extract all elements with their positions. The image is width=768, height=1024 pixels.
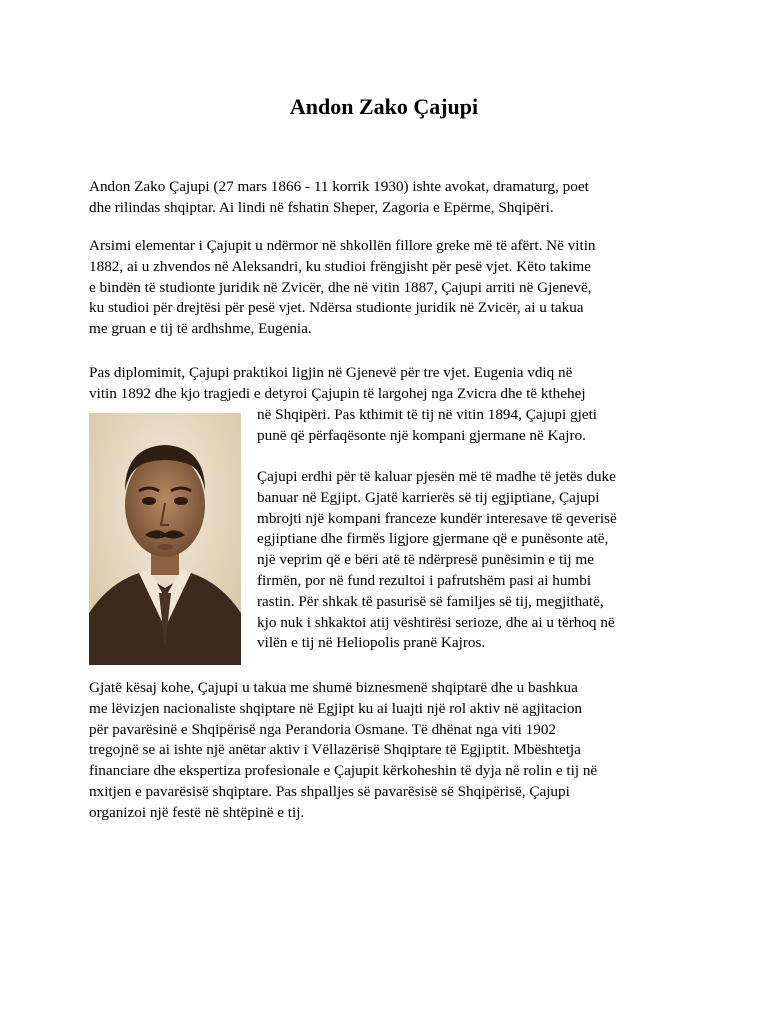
- text-line: mbrojti një kompani franceze kundër interesave të qeverisë: [257, 509, 617, 527]
- text-line: vitin 1892 dhe kjo tragjedi e detyroi Çajupin të largohej nga Zvicra dhe të kthehej: [89, 384, 586, 402]
- text-line: financiare dhe ekspertiza profesionale e Çajupit kërkoheshin të dyja në rolin e tij në: [89, 762, 598, 780]
- text-line: ku studioi për drejtësi për pesë vjet. Ndërsa studionte juridik në Zvicër, ai u takua: [89, 299, 584, 317]
- text-line: Gjatë kësaj kohe, Çajupi u takua me shumë biznesmenë shqiptarë dhe u bashkua: [89, 679, 578, 696]
- text-line: 1882, ai u zhvendos në Aleksandri, ku studioi frëngjisht për pesë vjet. Këto takime: [89, 257, 591, 275]
- paragraph-nationalism: [89, 678, 597, 824]
- text-line: Pas diplomimit, Çajupi praktikoi ligjin në Gjenevë për tre vjet. Eugenia vdiq në: [89, 364, 573, 381]
- portrait-icon: [89, 413, 241, 665]
- paragraph-career-wrapped: [257, 405, 597, 447]
- text-line: një veprim që e bëri atë të ndërpresë punësimin e tij me: [257, 551, 594, 569]
- paragraph-education: [89, 236, 596, 340]
- text-line: Arsimi elementar i Çajupit u ndërmor në shkollën fillore greke më të afërt. Në vitin: [89, 237, 596, 254]
- text-line: me lëvizjen nacionaliste shqiptare në Egjipt ku ai luajti një rol aktiv në agjitacion: [89, 699, 583, 717]
- text-line: egjiptiane dhe firmës ligjore gjermane që e punësonte atë,: [257, 530, 609, 548]
- text-line: në Shqipëri. Pas kthimit të tij në vitin 1894, Çajupi gjeti: [257, 406, 598, 423]
- text-line: tregojnë se ai ishte një anëtar aktiv i Vëllazërisë Shqiptare të Egjiptit. Mbështetja: [89, 741, 581, 759]
- text-line: banuar në Egjipt. Gjatë karrierës së tij egjiptiane, Çajupi: [257, 488, 600, 506]
- text-line: Andon Zako Çajupi (27 mars 1866 - 11 korrik 1930) ishte avokat, dramaturg, poet: [89, 178, 589, 195]
- text-line: rastin. Për shkak të pasurisë së familjes së tij, megjithatë,: [257, 592, 604, 610]
- paragraph-career-start: [89, 363, 586, 405]
- text-line: për pavarësinë e Shqipërisë nga Perandoria Osmane. Të dhënat nga viti 1902: [89, 720, 557, 738]
- text-line: vilën e tij në Heliopolis pranë Kajros.: [257, 634, 486, 652]
- text-line: dhe rilindas shqiptar. Ai lindi në fshatin Sheper, Zagoria e Epërme, Shqipëri.: [89, 198, 554, 216]
- text-line: e bindën të studionte juridik në Zvicër, dhe në vitin 1887, Çajupi arriti në Gjenevë,: [89, 278, 592, 296]
- text-line: kjo nuk i shkaktoi atij vështirësi serioze, dhe ai u tërhoq në: [257, 613, 615, 631]
- paragraph-egypt: [257, 467, 617, 654]
- text-line: me gruan e tij të ardhshme, Eugenia.: [89, 320, 312, 338]
- text-line: organizoi një festë në shtëpinë e tij.: [89, 803, 305, 821]
- page-title: Andon Zako Çajupi: [289, 94, 479, 119]
- portrait-photo: [89, 413, 241, 665]
- text-line: Çajupi erdhi për të kaluar pjesën më të madhe të jetës duke: [257, 468, 616, 485]
- text-line: punë që përfaqësonte një kompani gjermane në Kajro.: [257, 426, 586, 444]
- text-line: firmën, por në fund rezultoi i pafrutshëm pasi ai humbi: [257, 571, 592, 589]
- text-line: nxitjen e pavarësisë shqiptare. Pas shpalljes së pavarësisë së Shqipërisë, Çajupi: [89, 782, 570, 800]
- paragraph-intro: [89, 177, 589, 219]
